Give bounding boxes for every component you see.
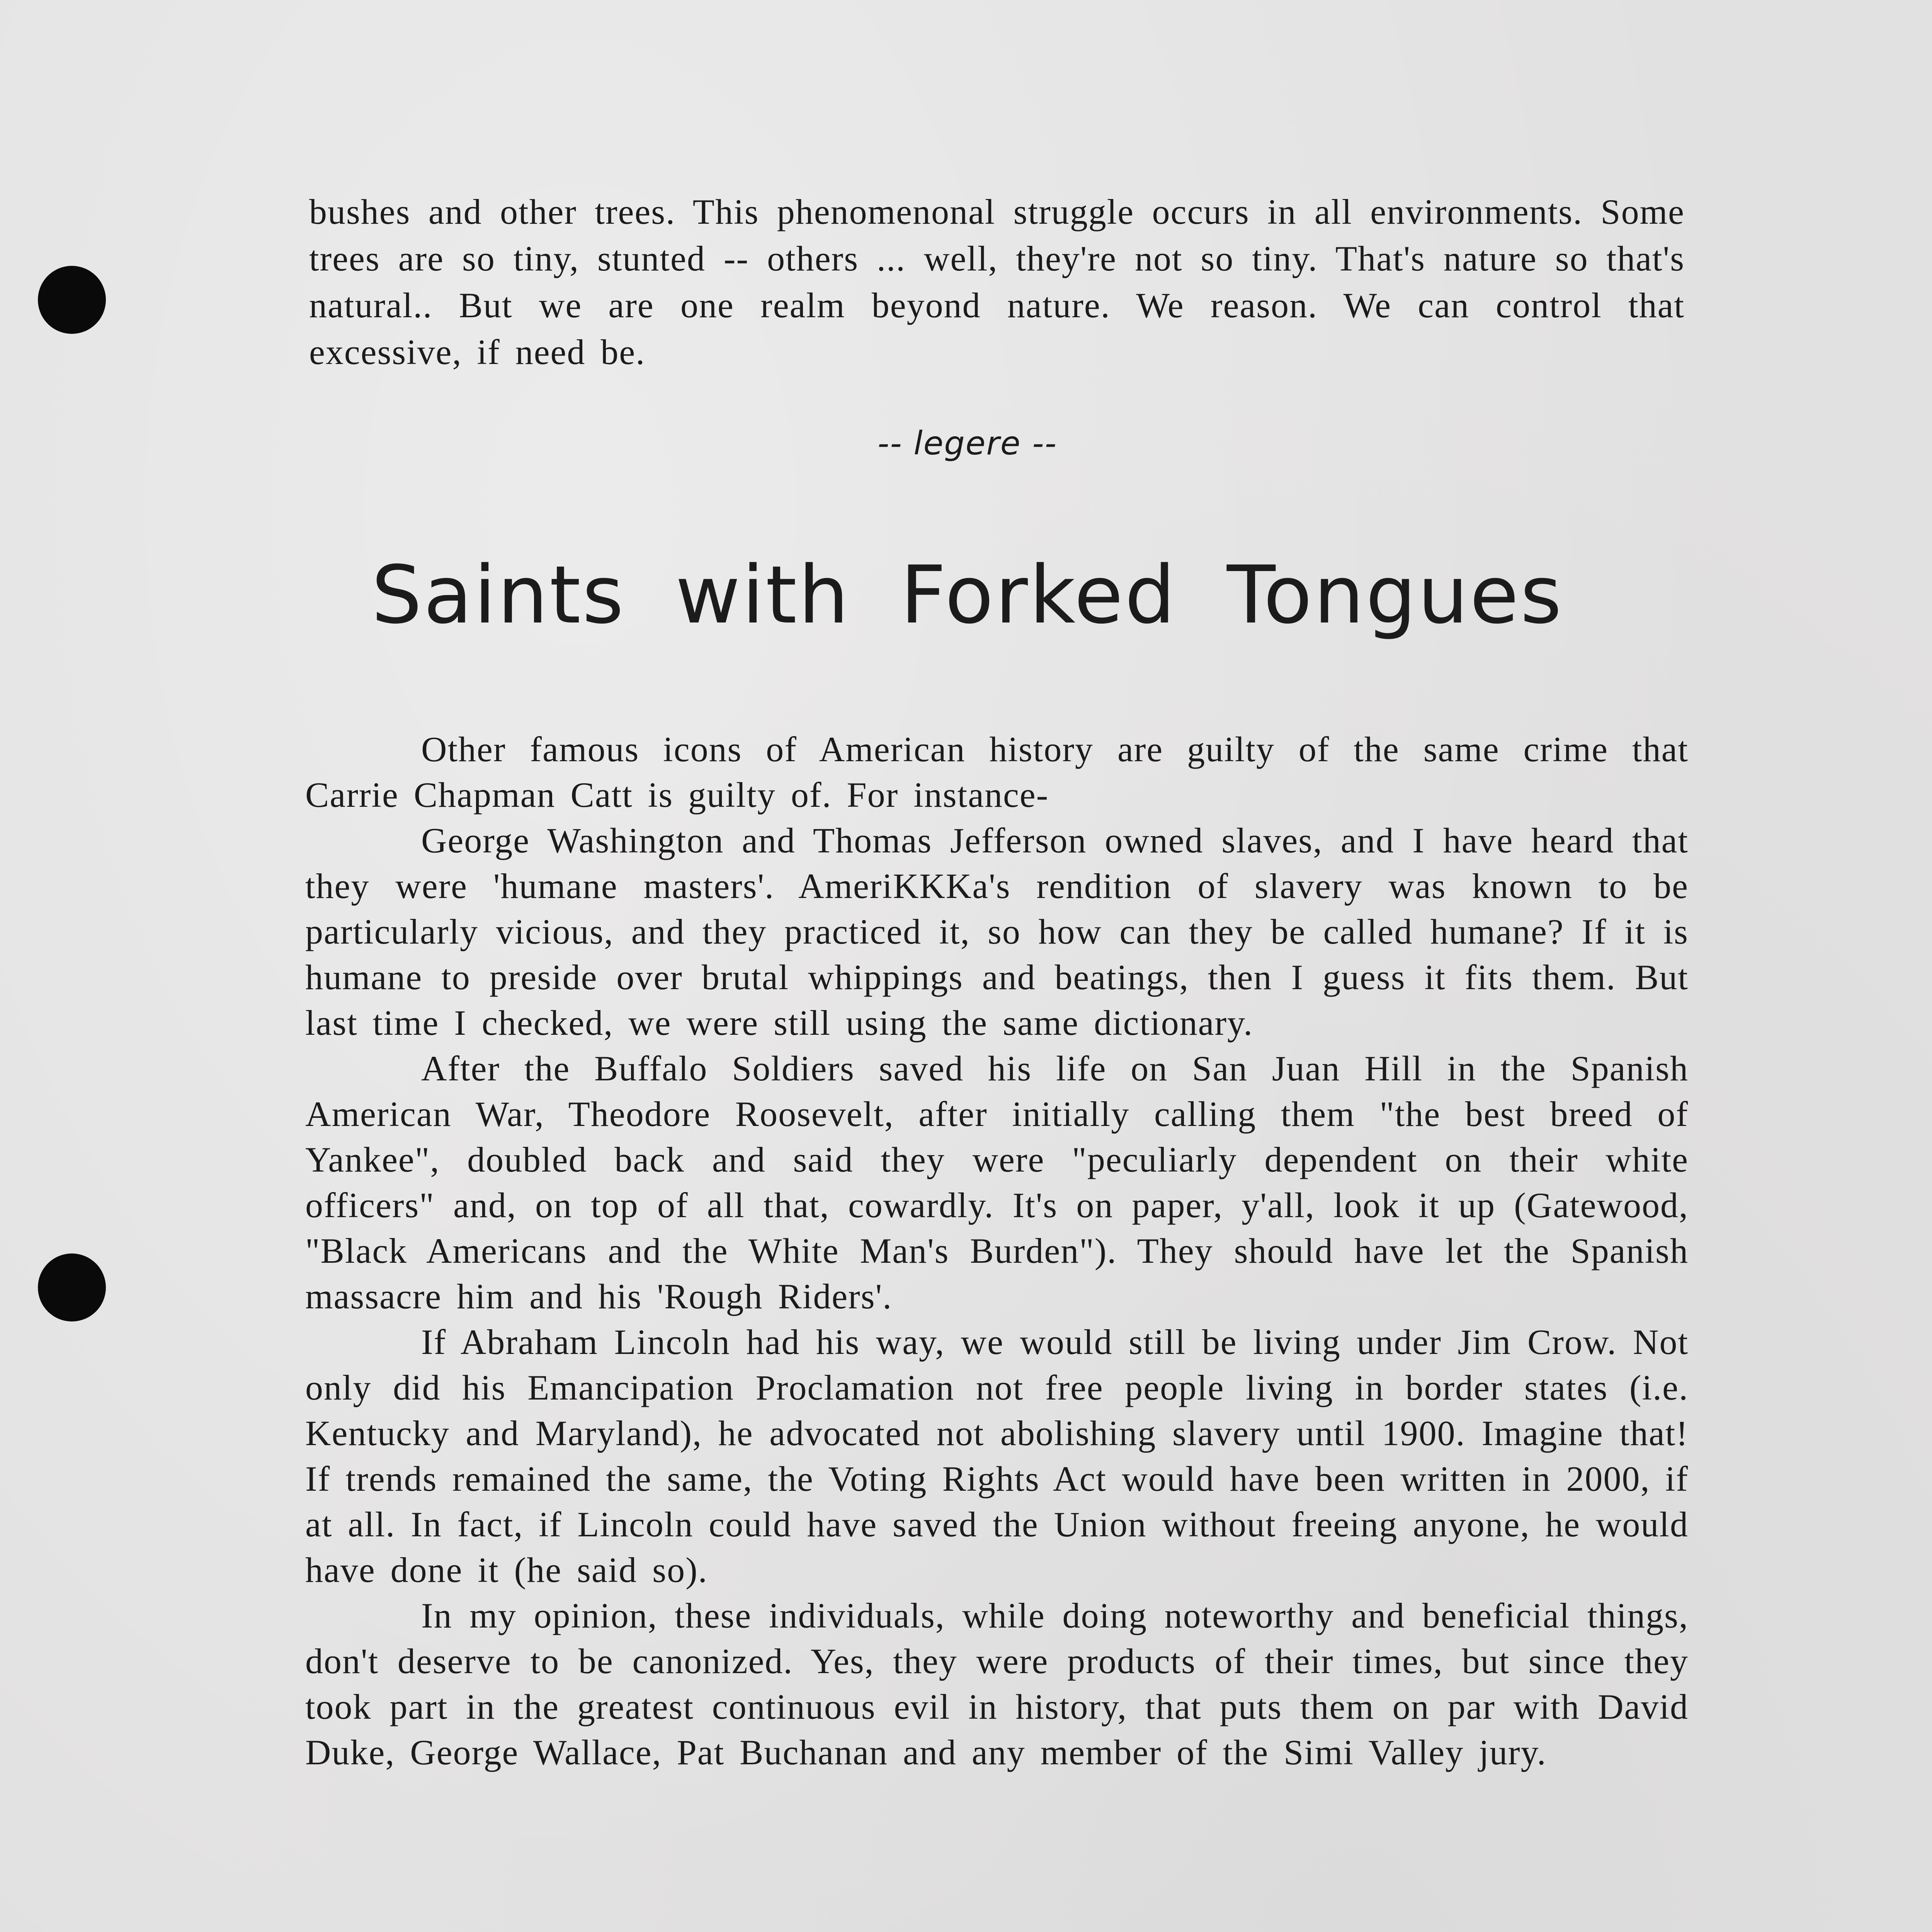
article-paragraph-2: George Washington and Thomas Jefferson owned slaves, and I have heard that they were 'humane masters'. AmeriKKKa's rendition of slavery was known to be particularly vicious, and they practiced it, so how can they be called humane? If it is humane to preside over brutal whippings and beatings, then I guess it fits them. But last time I checked, we were still using the same dictionary. [305, 821, 1689, 1043]
article-paragraph-1: Other famous icons of American history are guilty of the same crime that Carrie Chapman Catt is guilty of. For instance- [305, 730, 1689, 815]
punch-hole-top [38, 266, 106, 334]
punch-hole-middle [38, 1253, 106, 1321]
article-body [305, 726, 1689, 1775]
article-paragraph-4: If Abraham Lincoln had his way, we would still be living under Jim Crow. Not only did his Emancipation Proclamation not free people living in border states (i.e. Kentucky and Maryland), he advocated not abolishing slavery until 1900. Imagine that! If trends remained the same, the Voting Rights Act would have been written in 2000, if at all. In fact, if Lincoln could have saved the Union without freeing anyone, he would have done it (he said so). [305, 1322, 1689, 1590]
intro-signoff: -- legere -- [878, 424, 1057, 462]
article-paragraph-3: After the Buffalo Soldiers saved his life on San Juan Hill in the Spanish American War, Theodore Roosevelt, after initially calling them "the best breed of Yankee", doubled back and said they were "peculiarly dependent on their white officers" and, on top of all that, cowardly. It's on paper, y'all, look it up (Gatewood, "Black Americans and the White Man's Burden"). They should have let the Spanish massacre him and his 'Rough Riders'. [305, 1049, 1689, 1316]
article-title: Saints with Forked Tongues [371, 549, 1563, 641]
intro-continuation [309, 189, 1685, 376]
intro-paragraph: bushes and other trees. This phenomenonal struggle occurs in all environments. Some trees are so tiny, stunted -- others ... well, they're not so tiny. That's nature so that's natural.. But we are one realm beyond nature. We reason. We can control that excessive, if need be. [309, 192, 1685, 372]
article-paragraph-5: In my opinion, these individuals, while doing noteworthy and beneficial things, don't deserve to be canonized. Yes, they were products of their times, but since they took part in the greatest continuous evil in history, that puts them on par with David Duke, George Wallace, Pat Buchanan and any member of the Simi Valley jury. [305, 1596, 1689, 1772]
